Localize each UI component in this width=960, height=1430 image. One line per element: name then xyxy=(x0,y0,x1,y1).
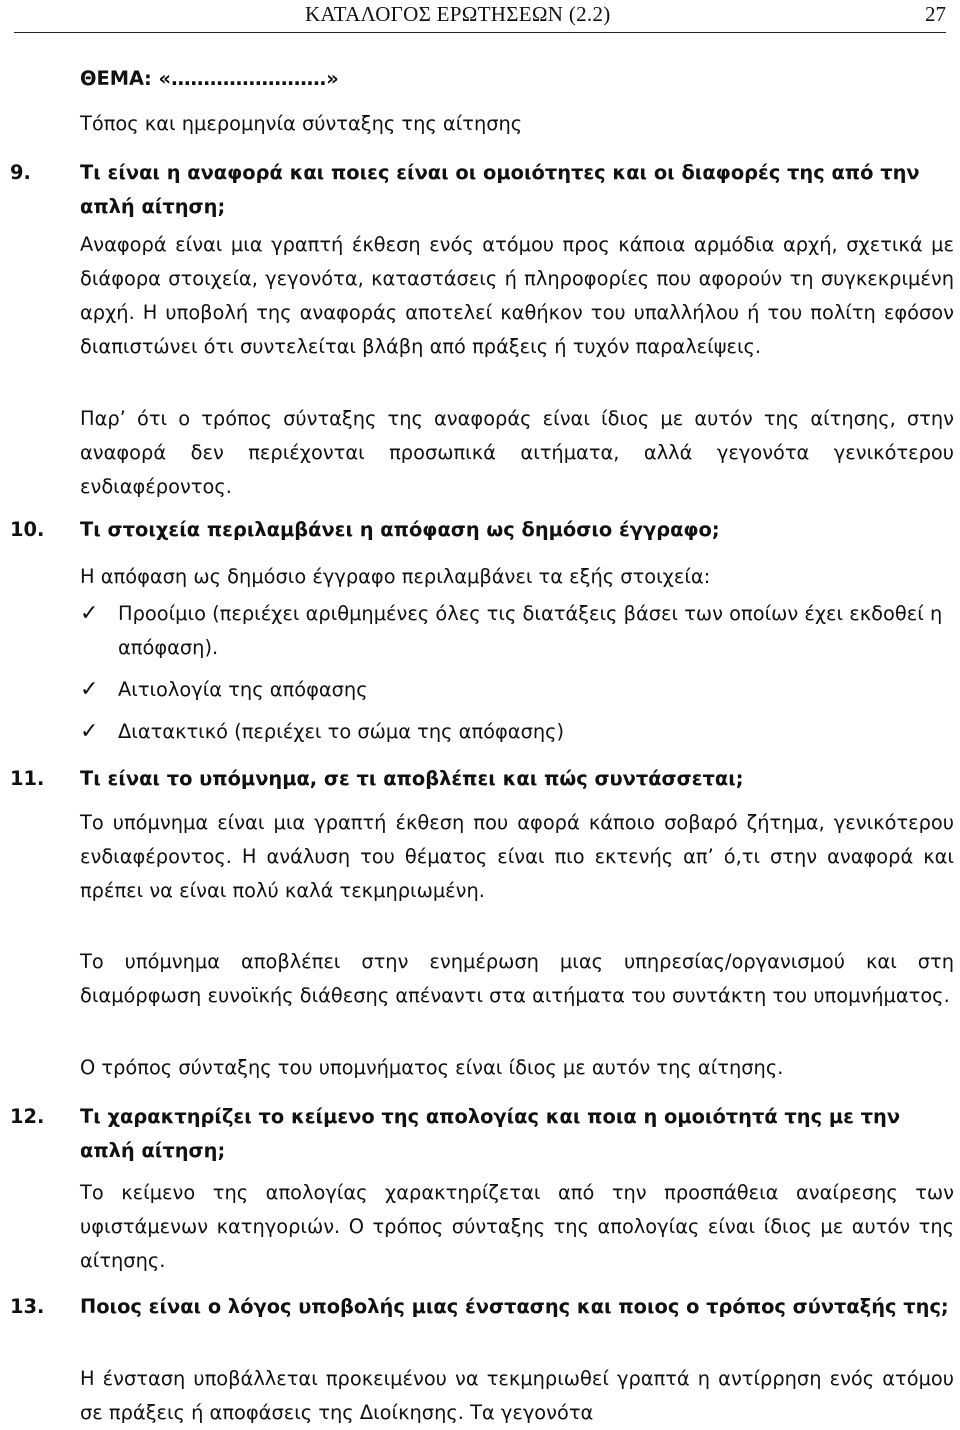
answer-11-paragraph-1: Το υπόμνημα είναι μια γραπτή έκθεση που αφορά κάποιο σοβαρό ζήτημα, γενικότερου ενδιαφέροντος. Η ανάλυση του θέματος είναι πιο εκτενής απ’ ό,τι στην αναφορά και πρέπει να είναι πολύ καλά τεκμηριωμένη. xyxy=(80,811,954,902)
question-11: Τι είναι το υπόμνημα, σε τι αποβλέπει και πώς συντάσσεται; xyxy=(80,767,744,790)
header-divider xyxy=(14,32,946,33)
page-number: 27 xyxy=(925,2,946,26)
question-number-12: 12. xyxy=(10,1105,45,1128)
list-item xyxy=(80,715,954,749)
checkmark-icon: ✓ xyxy=(80,719,99,744)
list-item-text: Προοίμιο (περιέχει αριθμημένες όλες τις διατάξεις βάσει των οποίων έχει εκδοθεί η απόφαση). xyxy=(118,602,943,659)
subject-line: ΘΕΜΑ: «……………………» xyxy=(80,67,339,90)
list-item-text: Διατακτικό (περιέχει το σώμα της απόφασης) xyxy=(118,720,565,743)
question-12: Τι χαρακτηρίζει το κείμενο της απολογίας και ποια η ομοιότητά της με την απλή αίτηση; xyxy=(80,1105,901,1162)
question-13: Ποιος είναι ο λόγος υποβολής μιας ένστασης και ποιος ο τρόπος σύνταξής της; xyxy=(80,1295,949,1318)
question-number-10: 10. xyxy=(10,518,45,541)
question-number-11: 11. xyxy=(10,767,45,790)
list-item-text: Αιτιολογία της απόφασης xyxy=(118,678,368,701)
answer-10-intro: Η απόφαση ως δημόσιο έγγραφο περιλαμβάνει τα εξής στοιχεία: xyxy=(80,565,711,588)
question-9: Τι είναι η αναφορά και ποιες είναι οι ομοιότητες και οι διαφορές της από την απλή αίτηση; xyxy=(80,161,920,218)
answer-9-paragraph-1: Αναφορά είναι μια γραπτή έκθεση ενός ατόμου προς κάποια αρμόδια αρχή, σχετικά με διάφορα στοιχεία, γεγονότα, καταστάσεις ή πληροφορίες που αφορούν τη συγκεκριμένη αρχή. Η υποβολή της αναφοράς αποτελεί καθήκον του υπαλλήλου ή του πολίτη εφόσον διαπιστώνει ότι συντελείται βλάβη από πράξεις ή τυχόν παραλείψεις. xyxy=(80,233,954,358)
answer-13-paragraph-1: Η ένσταση υποβάλλεται προκειμένου να τεκμηριωθεί γραπτά η αντίρρηση ενός ατόμου σε πράξεις ή αποφάσεις της Διοίκησης. Τα γεγονότα xyxy=(80,1367,954,1424)
place-date-line: Τόπος και ημερομηνία σύνταξης της αίτησης xyxy=(80,112,523,135)
question-number-13: 13. xyxy=(10,1295,45,1318)
answer-11-paragraph-3: Ο τρόπος σύνταξης του υπομνήματος είναι ίδιος με αυτόν της αίτησης. xyxy=(80,1056,784,1079)
question-10: Τι στοιχεία περιλαμβάνει η απόφαση ως δημόσιο έγγραφο; xyxy=(80,518,720,541)
list-item xyxy=(80,597,954,665)
list-item xyxy=(80,673,954,707)
page-header xyxy=(0,0,960,30)
answer-11-paragraph-2: Το υπόμνημα αποβλέπει στην ενημέρωση μιας υπηρεσίας/οργανισμού και στη διαμόρφωση ευνοϊκής διάθεσης απέναντι στα αιτήματα του συντάκτη του υπομνήματος. xyxy=(80,950,954,1007)
checkmark-icon: ✓ xyxy=(80,601,99,626)
answer-12-paragraph-1: Το κείμενο της απολογίας χαρακτηρίζεται από την προσπάθεια αναίρεσης των υφιστάμενων κατηγοριών. Ο τρόπος σύνταξης της απολογίας είναι ίδιος με αυτόν της αίτησης. xyxy=(80,1181,954,1272)
header-title: ΚΑΤΑΛΟΓΟΣ ΕΡΩΤΗΣΕΩΝ (2.2) xyxy=(305,2,611,26)
checkmark-icon: ✓ xyxy=(80,677,99,702)
answer-9-paragraph-2: Παρ’ ότι ο τρόπος σύνταξης της αναφοράς είναι ίδιος με αυτόν της αίτησης, στην αναφορά δεν περιέχονται προσωπικά αιτήματα, αλλά γεγονότα γενικότερου ενδιαφέροντος. xyxy=(80,407,954,498)
question-number-9: 9. xyxy=(10,161,31,184)
